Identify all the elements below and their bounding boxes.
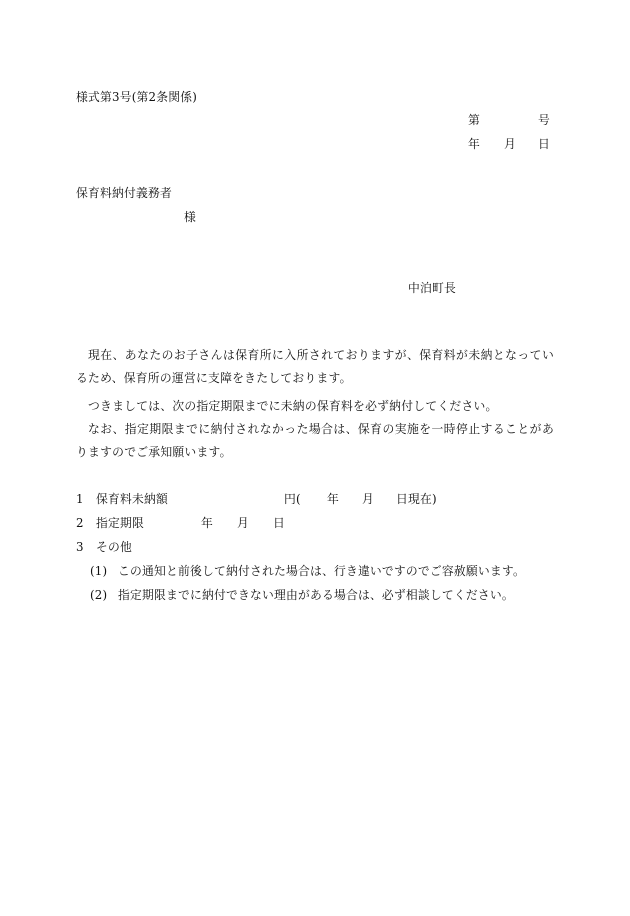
item2-year: 年	[201, 516, 213, 530]
form-label: 様式第3号(第2条関係)	[76, 90, 197, 104]
body-paragraph-1: 現在、あなたのお子さんは保育所に入所されておりますが、保育料が未納となっているため、保育所の運営に支障をきたしております。	[76, 348, 554, 386]
sender: 中泊町長	[408, 281, 456, 295]
item1-month: 月	[362, 492, 374, 506]
item1-day-current: 日現在)	[396, 492, 437, 506]
item1-number: 1	[76, 492, 84, 506]
item3-sub1-text: この通知と前後して納付された場合は、行き違いですのでご容赦願います。	[118, 564, 525, 578]
item1-yen: 円(	[284, 492, 301, 506]
item2-day: 日	[273, 516, 285, 530]
body-paragraph-2: つきましては、次の指定期限までに未納の保育料を必ず納付してください。	[88, 399, 498, 413]
addressee-honorific: 様	[184, 210, 196, 224]
item2-label: 指定期限	[96, 516, 144, 530]
item3-label: その他	[96, 540, 132, 554]
date-day: 日	[538, 137, 550, 151]
document-number-prefix: 第	[468, 113, 480, 127]
item2-number: 2	[76, 516, 84, 530]
item3-number: 3	[76, 540, 84, 554]
body-paragraph-3: なお、指定期限までに納付されなかった場合は、保育の実施を一時停止することがありますのでご承知願います。	[76, 422, 554, 460]
date-year: 年	[468, 137, 480, 151]
item2-month: 月	[237, 516, 249, 530]
date-month: 月	[504, 137, 516, 151]
item1-label: 保育料未納額	[96, 492, 168, 506]
addressee-title: 保育料納付義務者	[76, 186, 172, 200]
item1-year: 年	[327, 492, 339, 506]
item3-sub2-number: (2)	[90, 588, 108, 602]
item3-sub2-text: 指定期限までに納付できない理由がある場合は、必ず相談してください。	[118, 588, 514, 602]
document-number-suffix: 号	[538, 113, 550, 127]
item3-sub1-number: (1)	[90, 564, 108, 578]
